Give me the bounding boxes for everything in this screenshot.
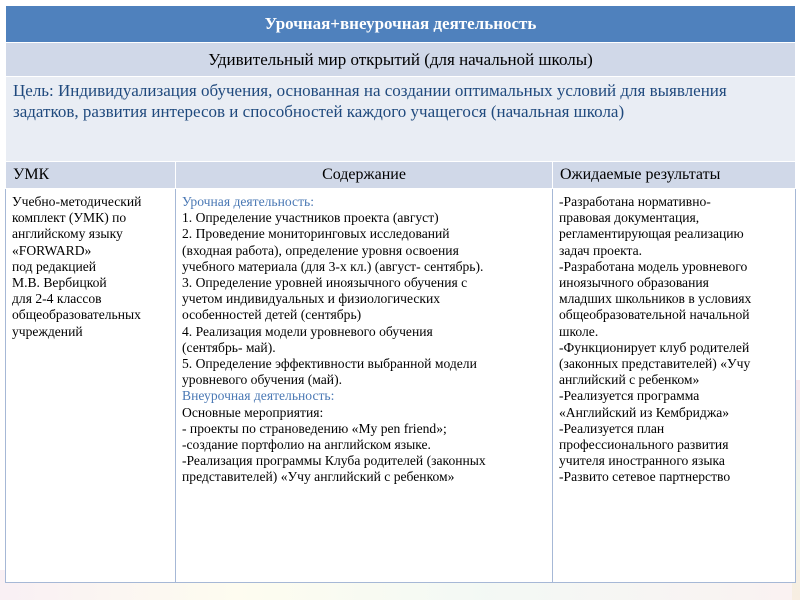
result-line: профессионального развития xyxy=(559,437,729,453)
column-header-row xyxy=(6,162,796,189)
result-line: задач проекта. xyxy=(559,242,643,258)
umk-line: общеобразовательных xyxy=(12,307,141,323)
results-cell xyxy=(553,189,796,583)
result-line: правовая документация, xyxy=(559,210,700,226)
lesson-line: (входная работа), определение уровня освоения xyxy=(182,242,459,258)
extracurricular-line: Основные мероприятия: xyxy=(182,404,324,420)
content-cell xyxy=(176,189,553,583)
result-line: «Английский из Кембриджа» xyxy=(559,404,730,420)
lesson-line: 5. Определение эффективности выбранной модели xyxy=(182,356,477,372)
result-line: -Реализуется план xyxy=(559,420,665,436)
umk-line: М.В. Вербицкой xyxy=(12,275,107,291)
umk-line: для 2-4 классов xyxy=(12,291,102,307)
goal-row xyxy=(6,77,796,162)
lesson-line: 3. Определение уровней иноязычного обучения с xyxy=(182,275,468,291)
extracurricular-line: - проекты по страноведению «My pen friend»; xyxy=(182,420,447,436)
lesson-line: учетом индивидуальных и физиологических xyxy=(182,291,441,307)
goal-text: Цель: Индивидуализация обучения, основанная на создании оптимальных условий для выявления задатков, развития интересов и способностей каждого учащегося (начальная школа) xyxy=(6,77,796,162)
result-line: школе. xyxy=(559,323,599,339)
result-line: -Реализуется программа xyxy=(559,388,700,404)
result-line: младших школьников в условиях xyxy=(559,291,752,307)
table-subtitle: Удивительный мир открытий (для начальной школы) xyxy=(6,43,796,77)
subtitle-row xyxy=(6,43,796,77)
result-line: (законных представителей) «Учу xyxy=(559,356,751,372)
result-line: -Функционирует клуб родителей xyxy=(559,339,750,355)
lesson-line: 1. Определение участников проекта (август) xyxy=(182,210,439,226)
umk-line: учреждений xyxy=(12,323,83,339)
umk-line: английскому языку xyxy=(12,226,123,242)
lesson-line: уровневого обучения (май). xyxy=(182,372,343,388)
umk-line: Учебно-методический xyxy=(12,194,142,209)
column-header-umk: УМК xyxy=(6,162,176,189)
result-line: -Развито сетевое партнерство xyxy=(559,469,731,485)
table-row xyxy=(6,189,796,583)
lesson-line: особенностей детей (сентябрь) xyxy=(182,307,362,323)
lesson-line: (сентябрь- май). xyxy=(182,339,276,355)
lesson-line: учебного материала (для 3-х кл.) (август- сентябрь). xyxy=(182,258,484,274)
column-header-results: Ожидаемые результаты xyxy=(553,162,796,189)
result-line: английский с ребенком» xyxy=(559,372,700,388)
column-header-content: Содержание xyxy=(176,162,553,189)
umk-cell xyxy=(6,189,176,583)
umk-line: под редакцией xyxy=(12,258,97,274)
result-line: учителя иностранного языка xyxy=(559,453,725,469)
extracurricular-line: представителей) «Учу английский с ребенком» xyxy=(182,469,455,485)
lesson-line: 2. Проведение мониторинговых исследований xyxy=(182,226,450,242)
result-line: иноязычного образования xyxy=(559,275,709,291)
table-title: Урочная+внеурочная деятельность xyxy=(6,6,796,43)
result-line: -Разработана нормативно- xyxy=(559,194,711,209)
lesson-line: 4. Реализация модели уровневого обучения xyxy=(182,323,433,339)
result-line: -Разработана модель уровневого xyxy=(559,258,748,274)
umk-line: «FORWARD» xyxy=(12,242,92,258)
result-line: общеобразовательной начальной xyxy=(559,307,750,323)
lesson-activity-label: Урочная деятельность: xyxy=(182,194,314,209)
extracurricular-line: -создание портфолио на английском языке. xyxy=(182,437,431,453)
extracurricular-activity-label: Внеурочная деятельность: xyxy=(182,388,335,404)
umk-line: комплект (УМК) по xyxy=(12,210,127,226)
project-table xyxy=(5,5,796,583)
extracurricular-line: -Реализация программы Клуба родителей (законных xyxy=(182,453,486,469)
title-row xyxy=(6,6,796,43)
result-line: регламентирующая реализацию xyxy=(559,226,744,242)
